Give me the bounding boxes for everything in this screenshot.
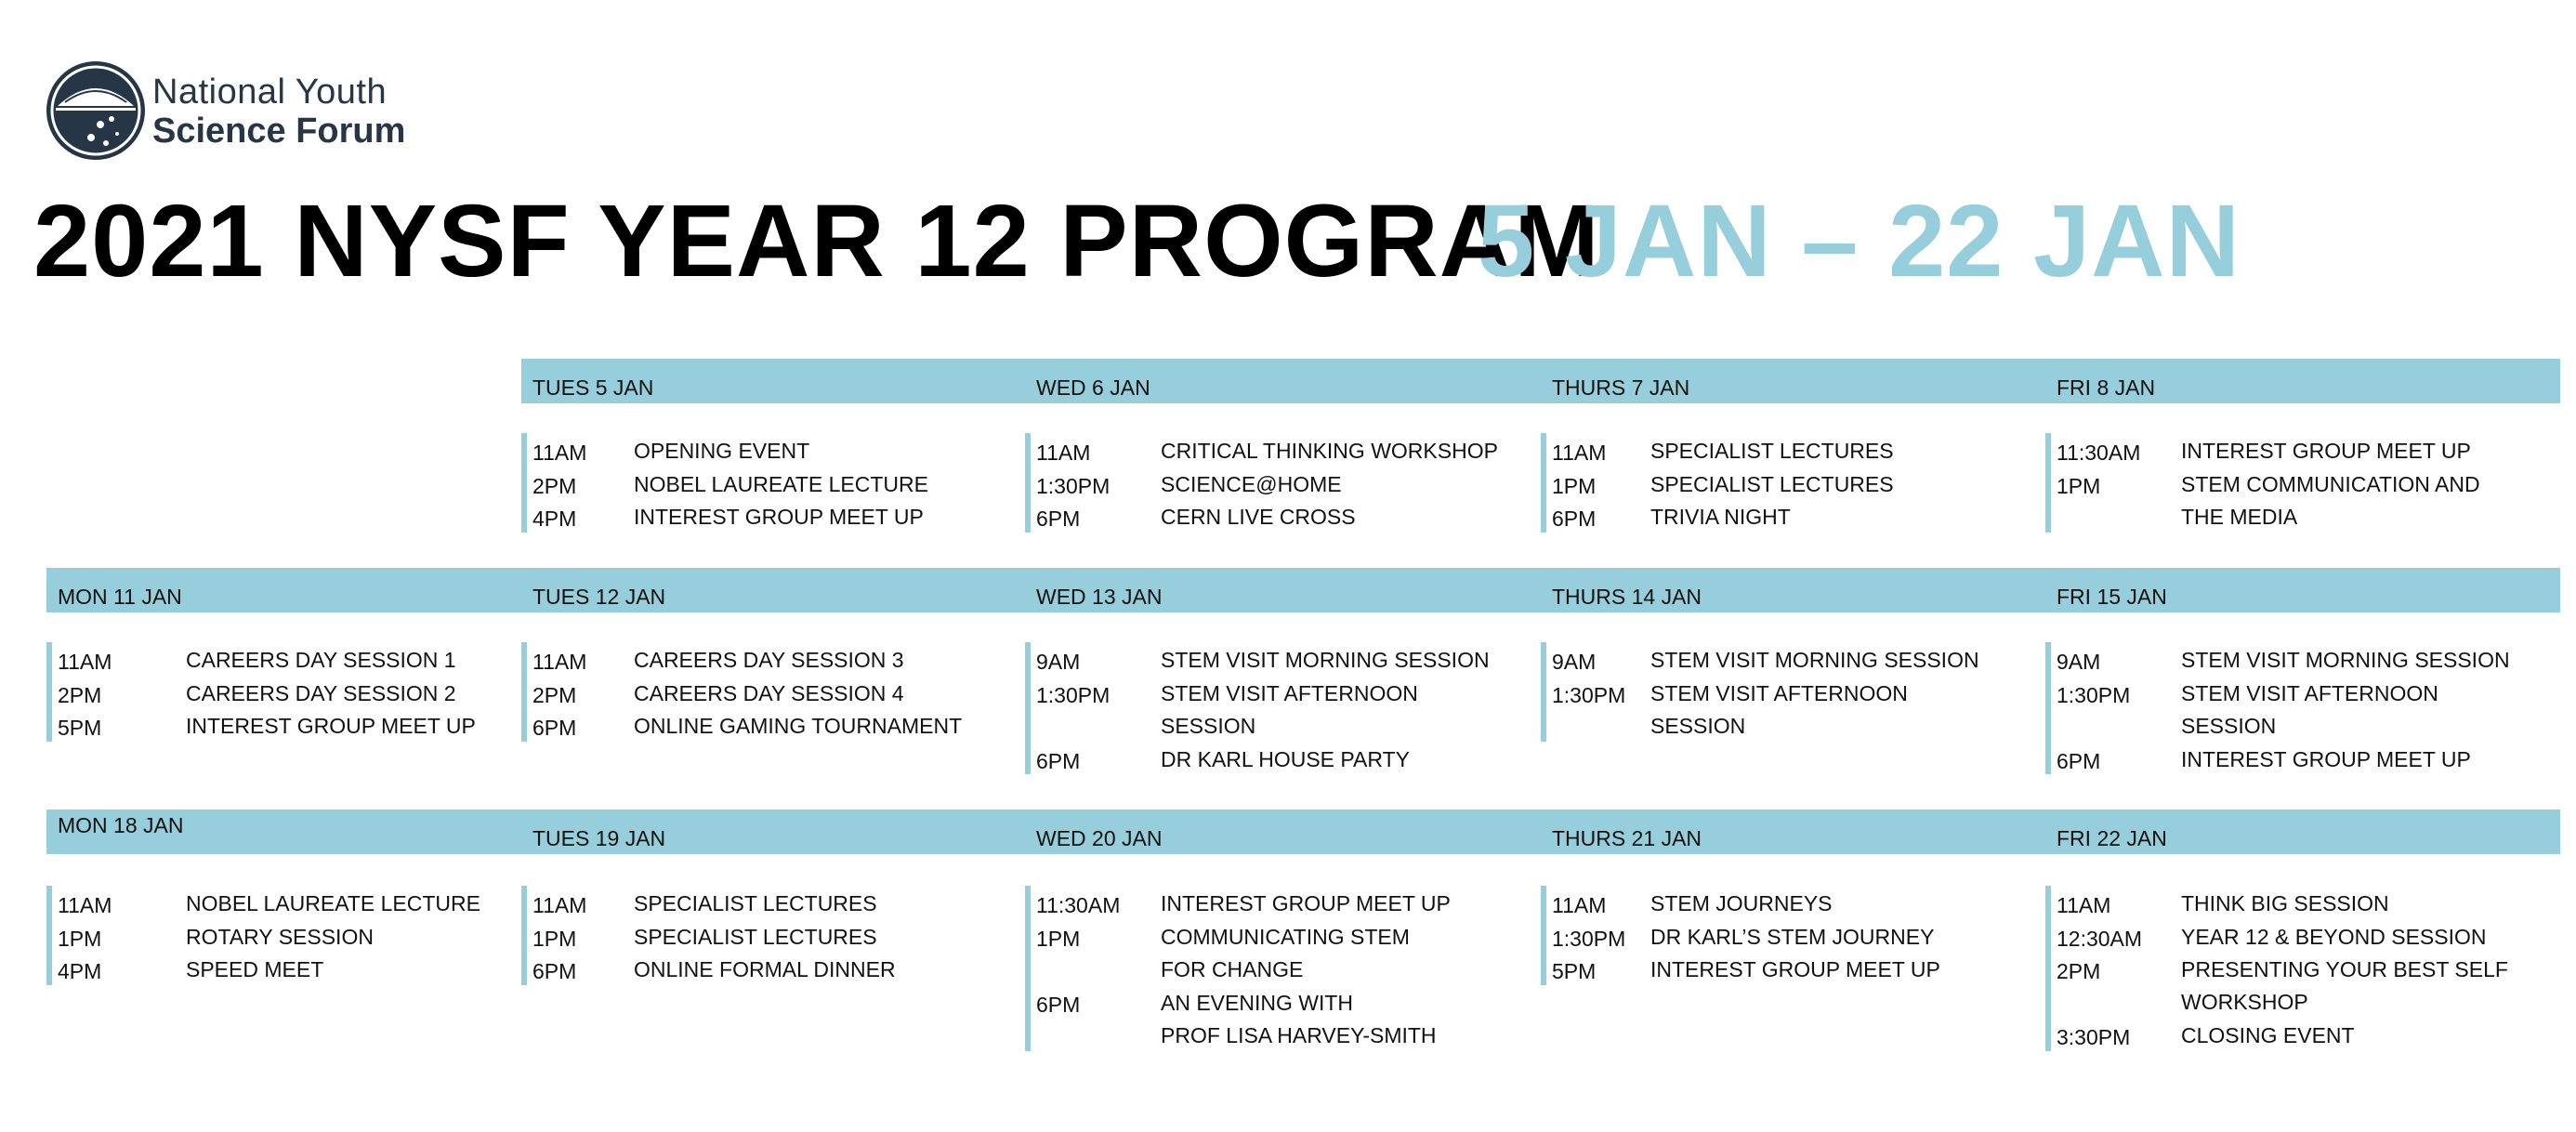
day-accent-bar (521, 642, 527, 742)
event-title: STEM VISIT AFTERNOON SESSION (2181, 680, 2438, 738)
day-label: WED 6 JAN (1036, 375, 1150, 400)
day-label: TUES 19 JAN (532, 826, 666, 850)
event-title: NOBEL LAUREATE LECTURE (186, 891, 480, 915)
event-title: STEM VISIT MORNING SESSION (2181, 648, 2510, 672)
day-header-band (46, 810, 2560, 854)
event-title: SPECIALIST LECTURES (634, 924, 877, 949)
event-time: 11:30AM (2057, 441, 2141, 465)
day-label: FRI 15 JAN (2057, 585, 2167, 609)
event-title: INTEREST GROUP MEET UP (186, 714, 476, 738)
event-title: INTEREST GROUP MEET UP (1161, 891, 1451, 915)
event-title: NOBEL LAUREATE LECTURE (634, 471, 928, 496)
day-accent-bar (1025, 433, 1031, 533)
event-time: 1:30PM (1552, 926, 1626, 951)
event-title: DR KARL’S STEM JOURNEY (1650, 924, 1935, 949)
program-dates: 5 JAN – 22 JAN (1478, 184, 2241, 298)
event-title: THINK BIG SESSION (2181, 891, 2389, 915)
day-accent-bar (1541, 642, 1546, 742)
event-time: 9AM (1036, 650, 1081, 674)
event-time: 1:30PM (1552, 682, 1626, 707)
day-accent-bar (46, 642, 52, 742)
event-title: SPECIALIST LECTURES (1650, 471, 1894, 496)
event-title: PRESENTING YOUR BEST SELF WORKSHOP (2181, 957, 2508, 1014)
event-time: 2PM (532, 682, 577, 707)
event-title: INTEREST GROUP MEET UP (2181, 439, 2471, 463)
event-title: DR KARL HOUSE PARTY (1161, 746, 1410, 771)
event-title: INTEREST GROUP MEET UP (1650, 957, 1940, 981)
event-title: STEM VISIT MORNING SESSION (1650, 648, 1979, 672)
day-label: MON 11 JAN (58, 585, 182, 609)
day-accent-bar (1541, 433, 1546, 533)
day-header-band (521, 359, 2560, 403)
event-time: 1PM (532, 926, 577, 951)
event-time: 11AM (1552, 893, 1607, 917)
event-time: 11AM (532, 893, 587, 917)
nysf-logo (45, 59, 406, 164)
day-label: TUES 5 JAN (532, 375, 654, 400)
day-accent-bar (46, 886, 52, 985)
event-title: ONLINE FORMAL DINNER (634, 957, 896, 981)
day-accent-bar (521, 433, 527, 533)
event-time: 11AM (2057, 893, 2111, 917)
day-label: MON 18 JAN (58, 813, 184, 837)
day-label: THURS 7 JAN (1552, 375, 1690, 400)
event-title: CLOSING EVENT (2181, 1023, 2355, 1047)
event-time: 11AM (532, 650, 587, 674)
event-time: 11AM (532, 441, 587, 465)
event-time: 11AM (1552, 441, 1607, 465)
event-time: 3:30PM (2057, 1025, 2131, 1049)
event-time: 1PM (2057, 473, 2101, 498)
nysf-emblem-icon (45, 59, 147, 162)
logo-line-1: National Youth (152, 72, 388, 112)
day-label: WED 13 JAN (1036, 585, 1163, 609)
event-time: 4PM (532, 507, 577, 531)
event-time: 6PM (1036, 507, 1081, 531)
event-time: 1PM (58, 926, 102, 951)
event-title: TRIVIA NIGHT (1650, 505, 1791, 529)
event-title: CRITICAL THINKING WORKSHOP (1161, 439, 1498, 463)
event-time: 2PM (2057, 959, 2101, 983)
event-time: 6PM (1036, 748, 1081, 773)
day-label: FRI 8 JAN (2057, 375, 2156, 400)
event-title: CAREERS DAY SESSION 4 (634, 680, 904, 705)
day-accent-bar (2045, 886, 2051, 1051)
event-time: 9AM (1552, 650, 1597, 674)
event-time: 2PM (58, 682, 102, 707)
event-title: CERN LIVE CROSS (1161, 505, 1356, 529)
day-accent-bar (1025, 642, 1031, 774)
event-title: STEM VISIT AFTERNOON SESSION (1650, 680, 1908, 738)
day-accent-bar (1025, 886, 1031, 1051)
event-title: OPENING EVENT (634, 439, 810, 463)
event-time: 1PM (1552, 473, 1597, 498)
event-time: 5PM (58, 716, 102, 740)
day-label: WED 20 JAN (1036, 826, 1163, 850)
event-time: 1:30PM (1036, 473, 1111, 498)
event-time: 6PM (532, 716, 577, 740)
event-time: 6PM (1552, 507, 1597, 531)
event-title: CAREERS DAY SESSION 3 (634, 648, 904, 672)
day-accent-bar (2045, 642, 2051, 774)
day-accent-bar (2045, 433, 2051, 533)
day-accent-bar (1541, 886, 1546, 985)
event-time: 1:30PM (2057, 682, 2131, 707)
event-title: INTEREST GROUP MEET UP (2181, 746, 2471, 771)
event-time: 9AM (2057, 650, 2101, 674)
event-title: AN EVENING WITH PROF LISA HARVEY-SMITH (1161, 990, 1437, 1047)
event-title: STEM VISIT MORNING SESSION (1161, 648, 1490, 672)
event-title: SPEED MEET (186, 957, 324, 981)
event-title: CAREERS DAY SESSION 2 (186, 680, 456, 705)
event-time: 4PM (58, 959, 102, 983)
event-title: ROTARY SESSION (186, 924, 374, 949)
event-time: 2PM (532, 473, 577, 498)
event-time: 11AM (58, 650, 112, 674)
day-accent-bar (521, 886, 527, 985)
event-time: 11AM (58, 893, 112, 917)
event-time: 6PM (1036, 992, 1081, 1017)
event-time: 1PM (1036, 926, 1081, 951)
event-title: COMMUNICATING STEM FOR CHANGE (1161, 924, 1410, 981)
event-title: ONLINE GAMING TOURNAMENT (634, 714, 963, 738)
event-title: STEM COMMUNICATION AND THE MEDIA (2181, 471, 2480, 529)
logo-line-2: Science Forum (152, 112, 406, 151)
event-time: 12:30AM (2057, 926, 2143, 951)
event-time: 6PM (2057, 748, 2101, 773)
day-label: TUES 12 JAN (532, 585, 666, 609)
event-title: YEAR 12 & BEYOND SESSION (2181, 924, 2487, 949)
day-label: FRI 22 JAN (2057, 826, 2167, 850)
day-label: THURS 14 JAN (1552, 585, 1702, 609)
event-title: STEM VISIT AFTERNOON SESSION (1161, 680, 1418, 738)
event-time: 11:30AM (1036, 893, 1121, 917)
event-title: STEM JOURNEYS (1650, 891, 1833, 915)
event-title: SPECIALIST LECTURES (634, 891, 877, 915)
event-title: CAREERS DAY SESSION 1 (186, 648, 456, 672)
event-time: 1:30PM (1036, 682, 1111, 707)
event-time: 11AM (1036, 441, 1091, 465)
day-label: THURS 21 JAN (1552, 826, 1702, 850)
event-time: 5PM (1552, 959, 1597, 983)
event-title: SPECIALIST LECTURES (1650, 439, 1894, 463)
program-title: 2021 NYSF YEAR 12 PROGRAM (33, 184, 1600, 298)
day-header-band (46, 568, 2560, 612)
event-title: SCIENCE@HOME (1161, 471, 1342, 496)
event-title: INTEREST GROUP MEET UP (634, 505, 924, 529)
event-time: 6PM (532, 959, 577, 983)
